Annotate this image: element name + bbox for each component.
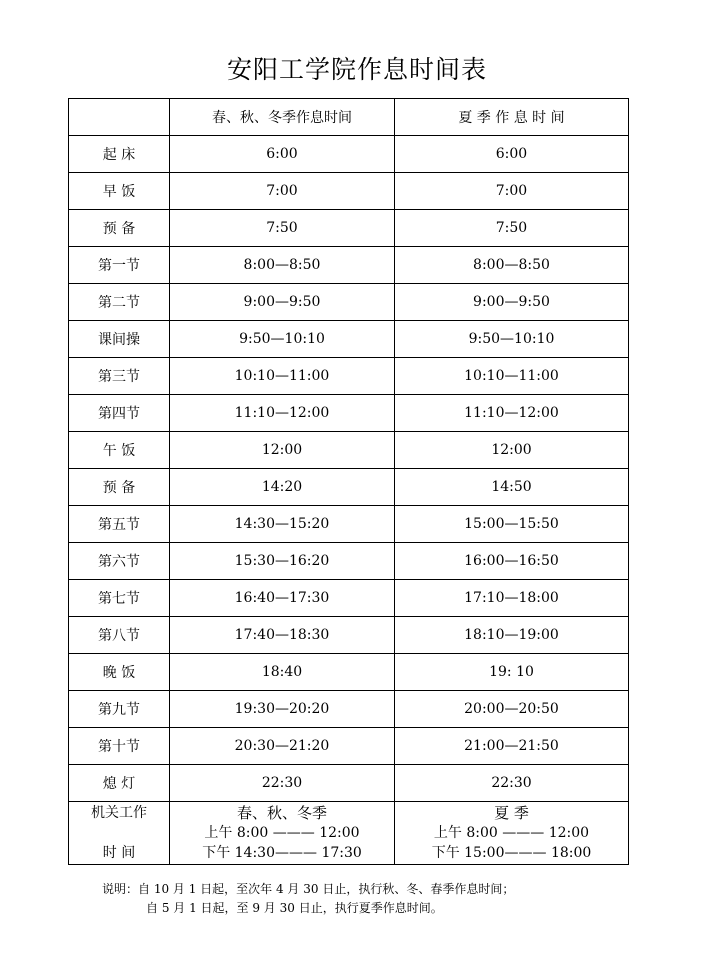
office-hours-label bbox=[69, 802, 170, 865]
row-label: 熄 灯 bbox=[69, 765, 170, 802]
office-summer-am: 上午 8:00 ——— 12:00 bbox=[433, 825, 590, 841]
table-row bbox=[69, 210, 629, 247]
summer-time: 8:00—8:50 bbox=[395, 247, 629, 284]
summer-time: 9:00—9:50 bbox=[395, 284, 629, 321]
spring-time: 6:00 bbox=[170, 136, 395, 173]
spring-time: 16:40—17:30 bbox=[170, 580, 395, 617]
table-row bbox=[69, 654, 629, 691]
spring-time: 18:40 bbox=[170, 654, 395, 691]
page-title: 安阳工学院作息时间表 bbox=[226, 55, 487, 84]
row-label: 预 备 bbox=[69, 210, 170, 247]
table-row bbox=[69, 395, 629, 432]
office-label-line1: 机关工作 bbox=[91, 805, 147, 821]
row-label: 第十节 bbox=[69, 728, 170, 765]
spring-time: 9:00—9:50 bbox=[170, 284, 395, 321]
row-label: 第二节 bbox=[69, 284, 170, 321]
row-label: 第六节 bbox=[69, 543, 170, 580]
summer-time: 17:10—18:00 bbox=[395, 580, 629, 617]
office-spring-am: 上午 8:00 ——— 12:00 bbox=[204, 825, 360, 841]
row-label: 第七节 bbox=[69, 580, 170, 617]
table-row bbox=[69, 247, 629, 284]
spring-time: 14:20 bbox=[170, 469, 395, 506]
row-label: 起 床 bbox=[69, 136, 170, 173]
office-summer-pm: 下午 15:00——— 18:00 bbox=[431, 845, 592, 861]
spring-time: 7:50 bbox=[170, 210, 395, 247]
header-row bbox=[69, 99, 629, 136]
summer-time: 21:00—21:50 bbox=[395, 728, 629, 765]
table-row bbox=[69, 358, 629, 395]
spring-time: 12:00 bbox=[170, 432, 395, 469]
spring-time: 7:00 bbox=[170, 173, 395, 210]
header-summer: 夏 季 作 息 时 间 bbox=[395, 99, 629, 136]
office-summer-hours bbox=[395, 802, 629, 865]
row-label: 第八节 bbox=[69, 617, 170, 654]
summer-time: 15:00—15:50 bbox=[395, 506, 629, 543]
office-spring-pm: 下午 14:30——— 17:30 bbox=[202, 845, 362, 861]
summer-time: 9:50—10:10 bbox=[395, 321, 629, 358]
row-label: 预 备 bbox=[69, 469, 170, 506]
table-row bbox=[69, 469, 629, 506]
spring-time: 8:00—8:50 bbox=[170, 247, 395, 284]
spring-time: 10:10—11:00 bbox=[170, 358, 395, 395]
header-spring-autumn-winter: 春、秋、冬季作息时间 bbox=[170, 99, 395, 136]
table-row bbox=[69, 321, 629, 358]
row-label: 课间操 bbox=[69, 321, 170, 358]
office-spring-hours bbox=[170, 802, 395, 865]
spring-time: 22:30 bbox=[170, 765, 395, 802]
table-row bbox=[69, 765, 629, 802]
office-spring-title: 春、秋、冬季 bbox=[236, 804, 327, 822]
summer-time: 16:00—16:50 bbox=[395, 543, 629, 580]
summer-time: 12:00 bbox=[395, 432, 629, 469]
office-hours-row bbox=[69, 802, 629, 865]
row-label: 午 饭 bbox=[69, 432, 170, 469]
row-label: 第五节 bbox=[69, 506, 170, 543]
summer-time: 7:50 bbox=[395, 210, 629, 247]
table-row bbox=[69, 691, 629, 728]
row-label: 第四节 bbox=[69, 395, 170, 432]
table-row bbox=[69, 136, 629, 173]
summer-time: 7:00 bbox=[395, 173, 629, 210]
summer-time: 11:10—12:00 bbox=[395, 395, 629, 432]
summer-time: 6:00 bbox=[395, 136, 629, 173]
summer-time: 10:10—11:00 bbox=[395, 358, 629, 395]
office-summer-title: 夏 季 bbox=[494, 804, 529, 822]
summer-time: 20:00—20:50 bbox=[395, 691, 629, 728]
table-row bbox=[69, 617, 629, 654]
spring-time: 19:30—20:20 bbox=[170, 691, 395, 728]
table-row bbox=[69, 728, 629, 765]
notes bbox=[102, 880, 514, 918]
header-blank-cell bbox=[69, 99, 170, 136]
table-row bbox=[69, 580, 629, 617]
spring-time: 15:30—16:20 bbox=[170, 543, 395, 580]
office-label-spacer bbox=[69, 823, 169, 843]
row-label: 第三节 bbox=[69, 358, 170, 395]
schedule-table bbox=[68, 98, 629, 865]
spring-time: 9:50—10:10 bbox=[170, 321, 395, 358]
row-label: 第一节 bbox=[69, 247, 170, 284]
summer-time: 14:50 bbox=[395, 469, 629, 506]
spring-time: 14:30—15:20 bbox=[170, 506, 395, 543]
spring-time: 17:40—18:30 bbox=[170, 617, 395, 654]
row-label: 第九节 bbox=[69, 691, 170, 728]
table-row bbox=[69, 506, 629, 543]
spring-time: 11:10—12:00 bbox=[170, 395, 395, 432]
table-row bbox=[69, 543, 629, 580]
summer-time: 19: 10 bbox=[395, 654, 629, 691]
note-line-1: 说明：自 10 月 1 日起，至次年 4 月 30 日止，执行秋、冬、春季作息时间； bbox=[102, 882, 515, 896]
row-label: 晚 饭 bbox=[69, 654, 170, 691]
table-row bbox=[69, 173, 629, 210]
note-line-2: 自 5 月 1 日起，至 9 月 30 日止，执行夏季作息时间。 bbox=[146, 901, 443, 915]
office-label-line2: 时 间 bbox=[102, 845, 136, 861]
row-label: 早 饭 bbox=[69, 173, 170, 210]
summer-time: 22:30 bbox=[395, 765, 629, 802]
summer-time: 18:10—19:00 bbox=[395, 617, 629, 654]
table-row bbox=[69, 432, 629, 469]
spring-time: 20:30—21:20 bbox=[170, 728, 395, 765]
table-row bbox=[69, 284, 629, 321]
